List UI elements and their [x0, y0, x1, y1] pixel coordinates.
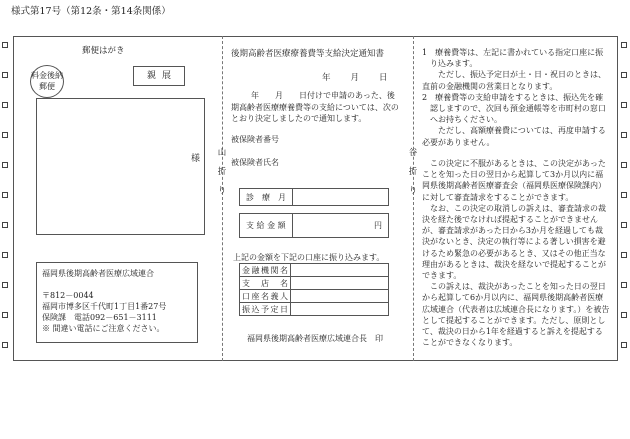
honorific-sama: 様	[191, 154, 201, 164]
yen-unit: 円	[374, 221, 382, 230]
note-2b: ただし、高額療養費については、再度申請する必要がありません。	[422, 126, 606, 147]
appeal-3: この訴えは、裁決があったことを知った日の翌日から起算して6か月以内に、福岡県後期高齢者医療広域連合（代表者は広域連合長になります。）を被告として提起することができます。ただし、原則として、裁決の日から1年を経過すると訴えを提起することができなくなります。	[422, 282, 610, 348]
sender-signature: 福岡県後期高齢者医療広域連合長 印	[247, 334, 383, 343]
appeal-2: なお、この決定の取消しの訴えは、審査請求の裁決を経た後でなければ提起することができませんが、審査請求があった日から3か月を経過しても裁決がないとき、決定の執行等による著しい損害を避けるため緊急の必要があるとき、又はその他正当な理由があるときは、裁決を経ないで提起することができます。	[422, 203, 606, 281]
bank-account-table	[239, 263, 389, 316]
table-row	[240, 264, 389, 277]
treatment-month-box	[239, 188, 389, 206]
transfer-note: 上記の金額を下記の口座に振り込みます。	[233, 253, 385, 262]
note-1b: ただし、振込予定日が土・日・祝日のときは、直前の金融機関の営業日となります。	[422, 70, 606, 91]
account-holder-value	[291, 290, 389, 303]
fold-mark-mountain: 山 折 り	[217, 148, 227, 196]
table-row	[240, 290, 389, 303]
notice-title: 後期高齢者医療療養費等支給決定通知書	[231, 49, 385, 59]
table-row	[240, 303, 389, 316]
bank-name-label: 金融機関名	[240, 264, 291, 277]
transfer-date-label: 振込予定日	[240, 303, 291, 316]
appeal-1: この決定に不服があるときは、この決定があったことを知った日の翌日から起算して3か月以内に福岡県後期高齢者医療審査会（福岡県医療保険課内）に対して審査請求をすることができます。	[422, 159, 606, 202]
appeal-notes	[422, 158, 610, 348]
payment-notes	[422, 47, 610, 148]
form-number: 様式第17号（第12条・第14条関係）	[11, 6, 171, 17]
notice-intro: 年 月 日付けで申請のあった、後期高齢者医療療養費等の支給については、次のとおり決定しましたので通知します。	[231, 91, 399, 123]
postage-paid-line1: 料金後納	[31, 71, 63, 80]
insured-number-label: 被保険者番号	[231, 135, 279, 144]
treatment-month-label: 診 療 月	[246, 192, 286, 202]
recipient-address-box	[36, 98, 205, 235]
bank-name-value	[291, 264, 389, 277]
postcard-label: 郵便はがき	[82, 46, 125, 56]
table-row	[240, 277, 389, 290]
return-warning: ※ 間違い電話にご注意ください。	[42, 324, 165, 333]
note-2: 2 療養費等の支給申請をするときは、振込先を確認しますので、次回も預金通帳等を市町村の窓口へお持ちください。	[422, 92, 606, 125]
return-organization: 福岡県後期高齢者医療広域連合	[42, 269, 154, 278]
account-holder-label: 口座名義人	[240, 290, 291, 303]
personal-delivery-box: 親展	[133, 66, 185, 86]
fold-mark-valley: 谷 折 り	[408, 148, 418, 196]
postage-paid-line2: 郵便	[39, 82, 55, 91]
amount-box	[239, 213, 389, 238]
notice-date: 年 月 日	[322, 73, 389, 83]
amount-label: 支 給 金 額	[246, 221, 286, 230]
branch-name-value	[291, 277, 389, 290]
return-address: 福岡市博多区千代町1丁目1番27号	[42, 302, 167, 311]
insured-name-label: 被保険者氏名	[231, 158, 279, 167]
transfer-date-value	[291, 303, 389, 316]
return-postal-code: 〒812－0044	[42, 291, 94, 300]
note-1: 1 療養費等は、左記に書かれている指定口座に振り込みます。	[422, 48, 604, 69]
postage-paid-stamp	[30, 65, 64, 98]
return-address-box	[36, 262, 198, 343]
return-phone: 保険課 電話092－651－3111	[42, 313, 157, 322]
branch-name-label: 支店名	[240, 277, 291, 290]
